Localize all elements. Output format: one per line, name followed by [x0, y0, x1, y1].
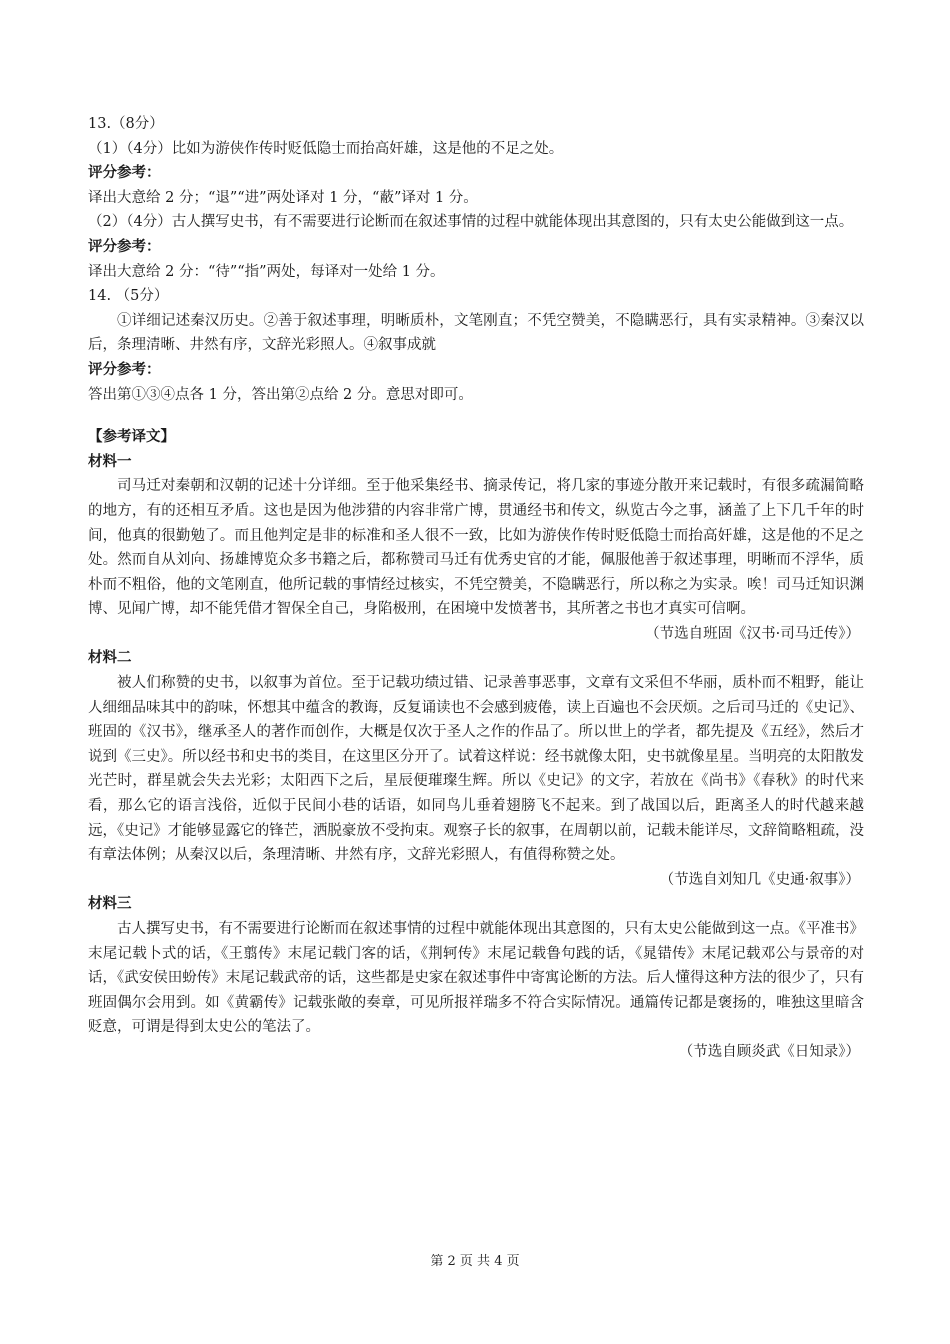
translation-heading: 【参考译文】	[88, 429, 175, 446]
q13-2-scoring: 译出大意给 2 分：“待”“指”两处，每译对一处给 1 分。	[88, 263, 445, 280]
scoring-reference-label: 评分参考：	[88, 238, 161, 255]
material-3-body: 古人撰写史书，有不需要进行论断而在叙述事情的过程中就能体现出其意图的，只有太史公能做到这一点。《平准书》末尾记载卜式的话，《王翦传》末尾记载门客的话，《荆轲传》末尾记载鲁句践的话，《晁错传》末尾记载邓公与景帝的对话，《武安侯田蚡传》末尾记载武帝的话，这些都是史家在叙述事件中寄寓论断的方法。后人懂得这种方法的很少了，只有班固偶尔会用到。如《黄霸传》记载张敞的奏章，可见所报祥瑞多不符合实际情况。通篇传记都是褒扬的，唯独这里暗含贬意，可谓是得到太史公的笔法了。	[88, 921, 864, 1036]
q14-scoring: 答出第①③④点各 1 分，答出第②点给 2 分。意思对即可。	[88, 386, 473, 403]
material-1-body: 司马迁对秦朝和汉朝的记述十分详细。至于他采集经书、摘录传记，将几家的事迹分散开来记载时，有很多疏漏简略的地方，有的还相互矛盾。这也是因为他涉猎的内容非常广博，贯通经书和传文，纵览古今之事，涵盖了上下几千年的时间，他真的很勤勉了。而且他判定是非的标准和圣人很不一致，比如为游侠作传时贬低隐士而抬高奸雄，这是他的不足之处。然而自从刘向、扬雄博览众多书籍之后，都称赞司马迁有优秀史官的才能，佩服他善于叙述事理，明晰而不浮华，质朴而不粗俗，他的文笔刚直，他所记载的事情经过核实，不凭空赞美，不隐瞒恶行，所以称之为实录。唉！司马迁知识渊博、见闻广博，却不能凭借才智保全自己，身陷极刑，在困境中发愤著书，其所著之书也才真实可信啊。	[88, 478, 864, 618]
q14-answer: ①详细记述秦汉历史。②善于叙述事理，明晰质朴，文笔刚直；不凭空赞美，不隐瞒恶行，具有实录精神。③秦汉以后，条理清晰、井然有序，文辞光彩照人。④叙事成就	[88, 312, 864, 354]
q13-1-answer: （1）（4分）比如为游侠作传时贬低隐士而抬高奸雄，这是他的不足之处。	[88, 140, 564, 157]
scoring-reference-label: 评分参考：	[88, 361, 161, 378]
material-3-title: 材料三	[88, 896, 132, 913]
document-page	[88, 112, 864, 1065]
material-1-source: （节选自班固《汉书·司马迁传》）	[645, 625, 860, 642]
material-2-title: 材料二	[88, 650, 132, 667]
material-2-body: 被人们称赞的史书，以叙事为首位。至于记载功绩过错、记录善事恶事，文章有文采但不华丽，质朴而不粗野，能让人细细品味其中的韵味，怀想其中蕴含的教诲，反复诵读也不会感到疲倦，读上百遍也不会厌烦。之后司马迁的《史记》、班固的《汉书》，继承圣人的著作而创作，大概是仅次于圣人之作的作品了。所以世上的学者，都先提及《五经》，然后才说到《三史》。所以经书和史书的类目，在这里区分开了。试着这样说：经书就像太阳，史书就像星星。当明亮的太阳散发光芒时，群星就会失去光彩；太阳西下之后，星辰便璀璨生辉。所以《史记》的文字，若放在《尚书》《春秋》的时代来看，那么它的语言浅俗，近似于民间小巷的话语，如同鸟儿垂着翅膀飞不起来。到了战国以后，距离圣人的时代越来越远，《史记》才能够显露它的锋芒，洒脱豪放不受拘束。观察子长的叙事，在周朝以前，记载未能详尽，文辞简略粗疏，没有章法体例；从秦汉以后，条理清晰、井然有序，文辞光彩照人，有值得称赞之处。	[88, 675, 864, 864]
q14-heading: 14. （5分）	[88, 288, 169, 305]
page-number-footer: 第 2 页 共 4 页	[430, 1254, 520, 1269]
scoring-reference-label: 评分参考：	[88, 165, 161, 182]
q13-heading: 13.（8分）	[88, 116, 164, 132]
q13-2-answer: （2）（4分）古人撰写史书，有不需要进行论断而在叙述事情的过程中就能体现出其意图的，只有太史公能做到这一点。	[88, 214, 854, 231]
q13-1-scoring: 译出大意给 2 分；“退”“进”两处译对 1 分，“蔽”译对 1 分。	[88, 189, 478, 206]
material-1-title: 材料一	[88, 453, 132, 470]
material-3-source: （节选自顾炎武《日知录》）	[678, 1043, 860, 1060]
material-2-source: （节选自刘知几《史通·叙事》）	[659, 871, 860, 888]
